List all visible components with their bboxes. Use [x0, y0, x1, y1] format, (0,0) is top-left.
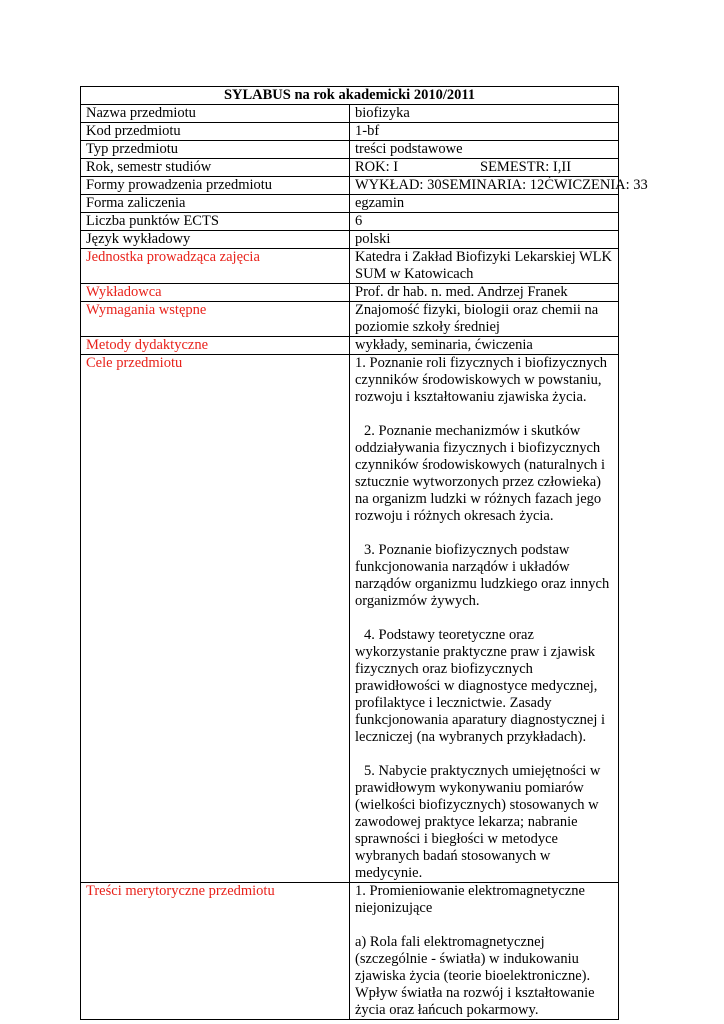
value-goals	[350, 355, 619, 883]
value-content	[350, 883, 619, 1020]
label-ects: Liczba punktów ECTS	[81, 213, 350, 231]
row-methods	[81, 337, 619, 355]
content-heading: 1. Promieniowanie elektromagnetyczne niejonizujące	[355, 883, 585, 916]
value-language: polski	[350, 231, 619, 249]
value-requirements: Znajomość fizyki, biologii oraz chemii na poziomie szkoły średniej	[350, 302, 619, 337]
row-assessment	[81, 195, 619, 213]
row-name	[81, 105, 619, 123]
row-forms	[81, 177, 619, 195]
value-assessment: egzamin	[350, 195, 619, 213]
row-year	[81, 159, 619, 177]
syllabus-title: SYLABUS na rok akademicki 2010/2011	[81, 87, 619, 105]
row-lecturer	[81, 284, 619, 302]
label-goals: Cele przedmiotu	[81, 355, 350, 883]
row-code	[81, 123, 619, 141]
label-methods: Metody dydaktyczne	[81, 337, 350, 355]
value-seminaria: SEMINARIA: 12	[441, 177, 545, 193]
goal-2: 2. Poznanie mechanizmów i skutków oddziaływania fizycznych i biofizycznych czynników środowiskowych (naturalnych i sztucznie wytworzonych przez człowieka) na organizm ludzki w różnych fazach jego rozwoju i różnych okresach życia.	[355, 423, 606, 524]
value-cwiczenia: ĆWICZENIA: 33	[544, 177, 648, 193]
value-unit: Katedra i Zakład Biofizyki Lekarskiej WLK SUM w Katowicach	[350, 249, 619, 284]
row-requirements	[81, 302, 619, 337]
syllabus-table	[80, 86, 648, 1020]
goal-4: 4. Podstawy teoretyczne oraz wykorzystanie praktyczne praw i zjawisk fizycznych oraz biofizycznych prawidłowości w diagnostyce medycznej, profilaktyce i lecznictwie. Zasady funkcjonowania aparatury diagnostycznej i leczniczej (na wybranych przykładach).	[355, 627, 606, 745]
label-language: Język wykładowy	[81, 231, 350, 249]
content-paragraph: a) Rola fali elektromagnetycznej (szczególnie - światła) w indukowaniu zjawiska życia (teorie bioelektroniczne). Wpływ światła na rozwój i kształtowanie życia oraz łańcuch pokarmowy.	[355, 934, 595, 1018]
value-semestr: SEMESTR: I,II	[480, 159, 572, 175]
row-unit	[81, 249, 619, 284]
value-methods: wykłady, seminaria, ćwiczenia	[350, 337, 619, 355]
row-content	[81, 883, 619, 1020]
row-type	[81, 141, 619, 159]
goal-3: 3. Poznanie biofizycznych podstaw funkcjonowania narządów i układów narządów organizmu ludzkiego oraz innych organizmów żywych.	[355, 542, 610, 609]
label-code: Kod przedmiotu	[81, 123, 350, 141]
row-language	[81, 231, 619, 249]
label-type: Typ przedmiotu	[81, 141, 350, 159]
goal-1: 1. Poznanie roli fizycznych i biofizycznych czynników środowiskowych w powstaniu, rozwoju i kształtowaniu zjawiska życia.	[355, 355, 608, 405]
value-name: biofizyka	[350, 105, 619, 123]
label-content: Treści merytoryczne przedmiotu	[81, 883, 350, 1020]
value-type: treści podstawowe	[350, 141, 619, 159]
value-forms	[350, 177, 648, 195]
label-assessment: Forma zaliczenia	[81, 195, 350, 213]
label-forms: Formy prowadzenia przedmiotu	[81, 177, 350, 195]
value-lecturer: Prof. dr hab. n. med. Andrzej Franek	[350, 284, 619, 302]
value-year	[350, 159, 619, 177]
label-name: Nazwa przedmiotu	[81, 105, 350, 123]
row-goals	[81, 355, 619, 883]
value-wyklad: WYKŁAD: 30	[355, 177, 442, 193]
label-requirements: Wymagania wstępne	[81, 302, 350, 337]
goal-5: 5. Nabycie praktycznych umiejętności w prawidłowym wykonywaniu pomiarów (wielkości biofizycznych) stosowanych w zawodowej praktyce lekarza; nabranie sprawności i biegłości w metodyce wybranych badań stosowanych w medycynie.	[355, 763, 601, 881]
value-code: 1-bf	[350, 123, 619, 141]
row-ects	[81, 213, 619, 231]
value-ects: 6	[350, 213, 619, 231]
label-lecturer: Wykładowca	[81, 284, 350, 302]
value-rok: ROK: I	[355, 159, 399, 175]
label-year: Rok, semestr studiów	[81, 159, 350, 177]
label-unit: Jednostka prowadząca zajęcia	[81, 249, 350, 284]
